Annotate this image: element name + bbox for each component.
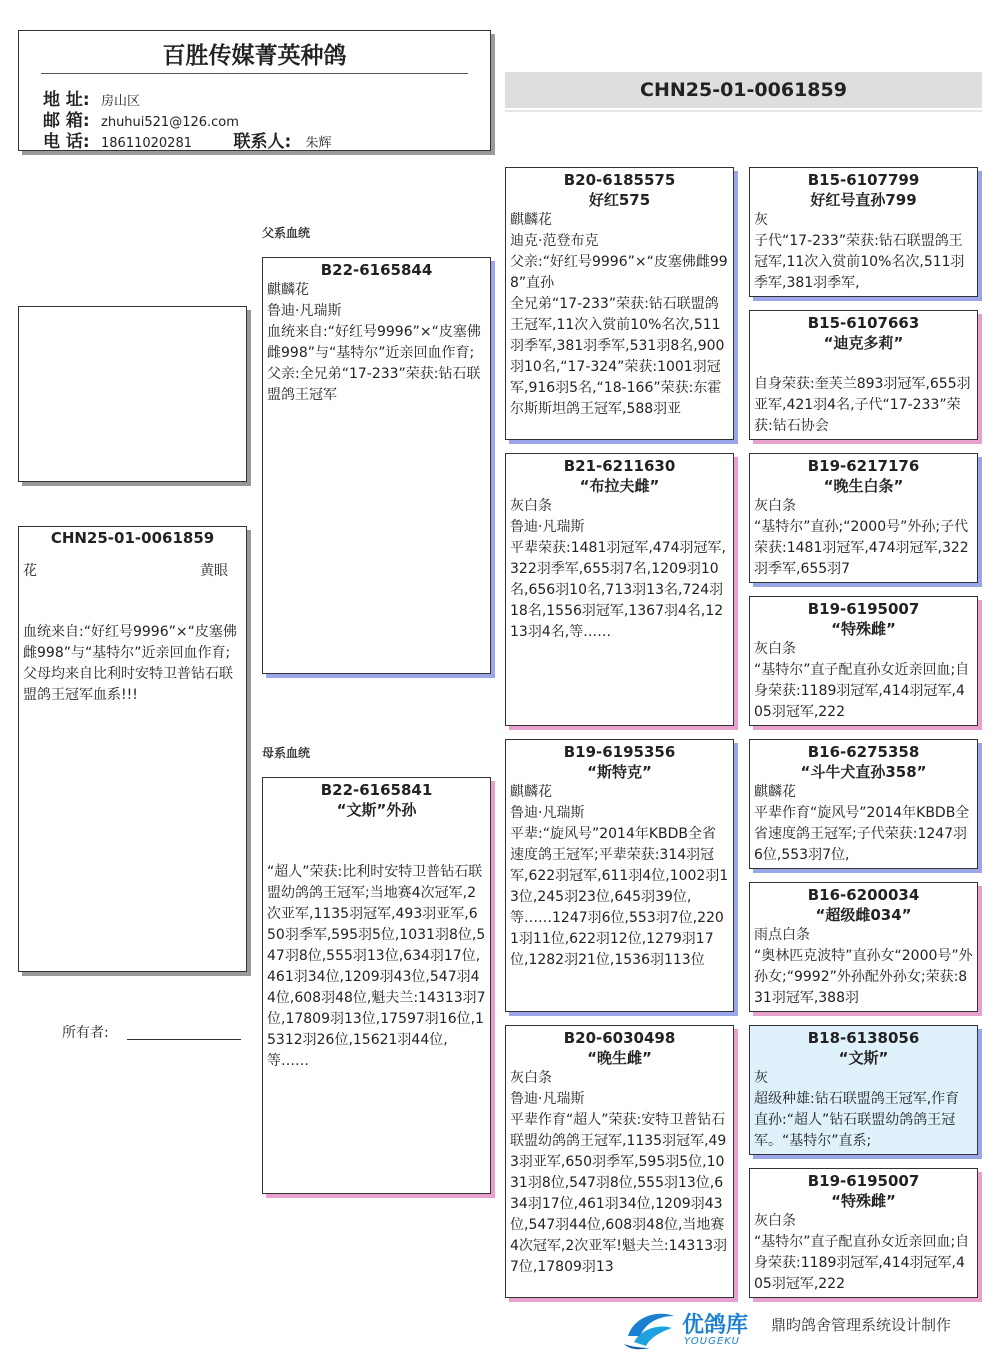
phone-label: 电 话: — [43, 132, 90, 151]
grandparent-note: 鲁迪·凡瑞斯 — [510, 805, 585, 821]
great-grandparent-note: 灰白条 — [754, 1213, 796, 1229]
grandparent-notes — [506, 1068, 733, 1278]
sire-note: 鲁迪·凡瑞斯 — [267, 303, 342, 319]
great-grandparent-name: “超级雌034” — [815, 906, 912, 924]
great-grandparent-name: “特殊雌” — [831, 1192, 896, 1210]
grandparent-ring: B20-6030498 — [563, 1029, 676, 1047]
grandparent-card — [505, 1025, 734, 1298]
grandparent-card — [505, 739, 734, 1012]
subject-note: 血统来自:“好红号9996”×“皮塞佛雌998”与“基特尔”近亲回血作育; — [23, 624, 237, 661]
great-grandparent-notes — [750, 353, 977, 437]
great-grandparent-notes — [750, 1211, 977, 1295]
sire-note: 父亲:全兄弟“17-233”荣获:钻石联盟鸽王冠军 — [267, 366, 481, 403]
dam-card — [262, 777, 491, 1194]
header-card — [18, 30, 491, 151]
great-grandparent-name: “斗牛犬直孙358” — [800, 763, 927, 781]
great-grandparent-name: “文斯” — [838, 1049, 889, 1067]
great-grandparent-note: 雨点白条 — [754, 927, 810, 943]
phone-row — [43, 127, 331, 151]
great-grandparent-notes — [750, 1068, 977, 1152]
banner-underline — [505, 110, 982, 112]
great-grandparent-ring: B19-6195007 — [807, 600, 920, 618]
grandparent-note: 灰白条 — [510, 498, 552, 514]
subject-note: 父母均来自比利时安特卫普钻石联盟鸽王冠军血系!!! — [23, 666, 233, 703]
great-grandparent-card — [749, 596, 978, 726]
email-label: 邮 箱: — [43, 111, 90, 131]
great-grandparent-name: “迪克多莉” — [823, 334, 904, 352]
subject-traits — [19, 561, 246, 582]
great-grandparent-notes — [750, 639, 977, 723]
grandparent-ring: B21-6211630 — [563, 457, 676, 475]
great-grandparent-note: “奥林匹克波特”直孙女“2000号”外孙女;“9992”外孙配外孙女;荣获:831羽冠军,388羽 — [754, 948, 973, 1006]
great-grandparent-card — [749, 167, 978, 297]
great-grandparent-note: “基特尔”直孙;“2000号”外孙;子代荣获:1481羽冠军,474羽冠军,322羽季军,655羽7 — [754, 519, 969, 577]
great-grandparent-card — [749, 310, 978, 440]
contact-label: 联系人: — [233, 132, 292, 151]
grandparent-note: 鲁迪·凡瑞斯 — [510, 1091, 585, 1107]
dam-notes — [263, 862, 490, 1072]
pigeon-photo — [18, 306, 247, 482]
grandparent-name: 好红575 — [588, 191, 651, 209]
great-grandparent-ring: B15-6107799 — [807, 171, 920, 189]
grandparent-note: 迪克·范登布克 — [510, 233, 599, 249]
header-divider — [41, 73, 468, 74]
great-grandparent-notes — [750, 496, 977, 580]
great-grandparent-name: “晚生白条” — [823, 477, 904, 495]
email-value: zhuhui521@126.com — [101, 115, 239, 130]
grandparent-note: 鲁迪·凡瑞斯 — [510, 519, 585, 535]
great-grandparent-name: 好红号直孙799 — [810, 191, 917, 209]
subject-ring: CHN25-01-0061859 — [50, 529, 215, 547]
great-grandparent-card — [749, 1168, 978, 1298]
contact-value: 朱辉 — [305, 136, 332, 151]
subject-card — [18, 526, 247, 972]
grandparent-ring: B19-6195356 — [563, 743, 676, 761]
great-grandparent-note: 自身荣获:奎芙兰893羽冠军,655羽亚军,421羽4名,子代“17-233”荣获:钻石协会 — [754, 376, 971, 434]
grandparent-note: 灰白条 — [510, 1070, 552, 1086]
great-grandparent-notes — [750, 210, 977, 294]
dam-name: “文斯”外孙 — [336, 801, 417, 819]
loft-title: 百胜传媒菁英种鸽 — [162, 43, 347, 69]
great-grandparent-card — [749, 453, 978, 583]
owner-label: 所有者: — [62, 1025, 109, 1041]
great-grandparent-note: 超级种雄:钻石联盟鸽王冠军,作育直孙:“超人”钻石联盟幼鸽鸽王冠军。“基特尔”直系; — [754, 1091, 960, 1149]
great-grandparent-note: 麒麟花 — [754, 784, 796, 800]
grandparent-note: 父亲:“好红号9996”×“皮塞佛雌998”直孙 — [510, 254, 728, 291]
grandparent-note: 麒麟花 — [510, 212, 552, 228]
great-grandparent-ring: B19-6217176 — [807, 457, 920, 475]
subject-notes — [19, 622, 246, 706]
grandparent-note: 全兄弟“17-233”荣获:钻石联盟鸽王冠军,11次入赏前10%名次,511羽季军,381羽季军,531羽8名,900羽10名,“17-324”荣获:1001羽冠军,916羽5名,“18-166”荣获:东霍尔斯斯坦鸽王冠军,588羽亚 — [510, 296, 725, 417]
dam-ring: B22-6165841 — [320, 781, 433, 799]
ring-number-banner: CHN25-01-0061859 — [505, 72, 982, 108]
logo-text: 优鸽库 — [682, 1313, 749, 1338]
phone-value: 18611020281 — [101, 136, 192, 151]
grandparent-name: “晚生雌” — [587, 1049, 652, 1067]
pigeon-swirl-icon — [620, 1306, 680, 1352]
great-grandparent-note: 灰 — [754, 1070, 768, 1086]
grandparent-name: “布拉夫雌” — [579, 477, 660, 495]
grandparent-note: 平辈作育“超人”荣获:安特卫普钻石联盟幼鸽鸽王冠军,1135羽冠军,493羽亚军,650羽季军,595羽5位,1031羽8位,547羽8位,555羽13位,634羽17位,461羽34位,1209羽43位,547羽44位,608羽48位,当地赛4次冠军,2次亚军!魁夫兰:14313羽7位,17809羽13 — [510, 1112, 728, 1275]
great-grandparent-ring: B16-6200034 — [807, 886, 920, 904]
grandparent-card — [505, 453, 734, 726]
footer-credit: 鼎昀鸽舍管理系统设计制作 — [771, 1316, 952, 1334]
subject-color: 花 — [23, 563, 37, 579]
great-grandparent-note: 灰 — [754, 212, 768, 228]
grandparent-notes — [506, 782, 733, 971]
grandparent-name: “斯特克” — [587, 763, 652, 781]
sire-notes — [263, 280, 490, 406]
great-grandparent-note — [754, 353, 973, 374]
subject-eye: 黄眼 — [200, 563, 228, 579]
grandparent-note: 平辈:“旋风号”2014年KBDB全省速度鸽王冠军;平辈荣获:314羽冠军,622羽冠军,611羽4位,1002羽13位,245羽23位,645羽39位,等……1247羽6位,553羽7位,2201羽11位,622羽12位,1279羽17位,1282羽21位,1536羽113位 — [510, 826, 729, 968]
grandparent-card — [505, 167, 734, 440]
great-grandparent-ring: B19-6195007 — [807, 1172, 920, 1190]
great-grandparent-note: “基特尔”直子配直孙女近亲回血;自身荣获:1189羽冠军,414羽冠军,405羽冠军,222 — [754, 662, 970, 720]
great-grandparent-note: 灰白条 — [754, 498, 796, 514]
yougeku-logo — [620, 1306, 760, 1352]
grandparent-notes — [506, 496, 733, 643]
great-grandparent-card — [749, 882, 978, 1012]
logo-subtext: YOUGEKU — [684, 1336, 740, 1347]
great-grandparent-ring: B18-6138056 — [807, 1029, 920, 1047]
grandparent-note: 平辈荣获:1481羽冠军,474羽冠军,322羽季军,655羽7名,1209羽10名,656羽10名,713羽13名,724羽18名,1556羽冠军,1367羽4名,1213羽4名,等…… — [510, 540, 726, 640]
paternal-label: 父系血统 — [262, 226, 311, 240]
sire-note: 麒麟花 — [267, 282, 309, 298]
great-grandparent-card-highlighted — [749, 1025, 978, 1155]
great-grandparent-notes — [750, 782, 977, 866]
great-grandparent-ring: B15-6107663 — [807, 314, 920, 332]
maternal-label: 母系血统 — [262, 746, 311, 760]
great-grandparent-note: 灰白条 — [754, 641, 796, 657]
address-label: 地 址: — [43, 90, 90, 110]
great-grandparent-note: 平辈作育“旋风号”2014年KBDB全省速度鸽王冠军;子代荣获:1247羽6位,553羽7位, — [754, 805, 970, 863]
sire-ring: B22-6165844 — [320, 261, 433, 279]
great-grandparent-ring: B16-6275358 — [807, 743, 920, 761]
great-grandparent-notes — [750, 925, 977, 1009]
great-grandparent-name: “特殊雌” — [831, 620, 896, 638]
great-grandparent-note: “基特尔”直子配直孙女近亲回血;自身荣获:1189羽冠军,414羽冠军,405羽冠军,222 — [754, 1234, 970, 1292]
sire-note: 血统来自:“好红号9996”×“皮塞佛雌998”与“基特尔”近亲回血作育; — [267, 324, 481, 361]
great-grandparent-card — [749, 739, 978, 869]
grandparent-ring: B20-6185575 — [563, 171, 676, 189]
owner-signature-line — [127, 1039, 241, 1040]
grandparent-note: 麒麟花 — [510, 784, 552, 800]
grandparent-notes — [506, 210, 733, 420]
dam-note: “超人”荣获:比利时安特卫普钻石联盟幼鸽鸽王冠军;当地赛4次冠军,2次亚军,1135羽冠军,493羽亚军,650羽季军,595羽5位,1031羽8位,547羽8位,555羽13位,634羽17位,461羽34位,1209羽43位,547羽44位,608羽48位,魁夫兰:14313羽7位,17809羽13位,17597羽16位,15312羽26位,15621羽44位,等…… — [267, 864, 486, 1069]
sire-card — [262, 257, 491, 674]
great-grandparent-note: 子代“17-233”荣获:钻石联盟鸽王冠军,11次入赏前10%名次,511羽季军,381羽季军, — [754, 233, 965, 291]
address-value: 房山区 — [101, 94, 141, 109]
